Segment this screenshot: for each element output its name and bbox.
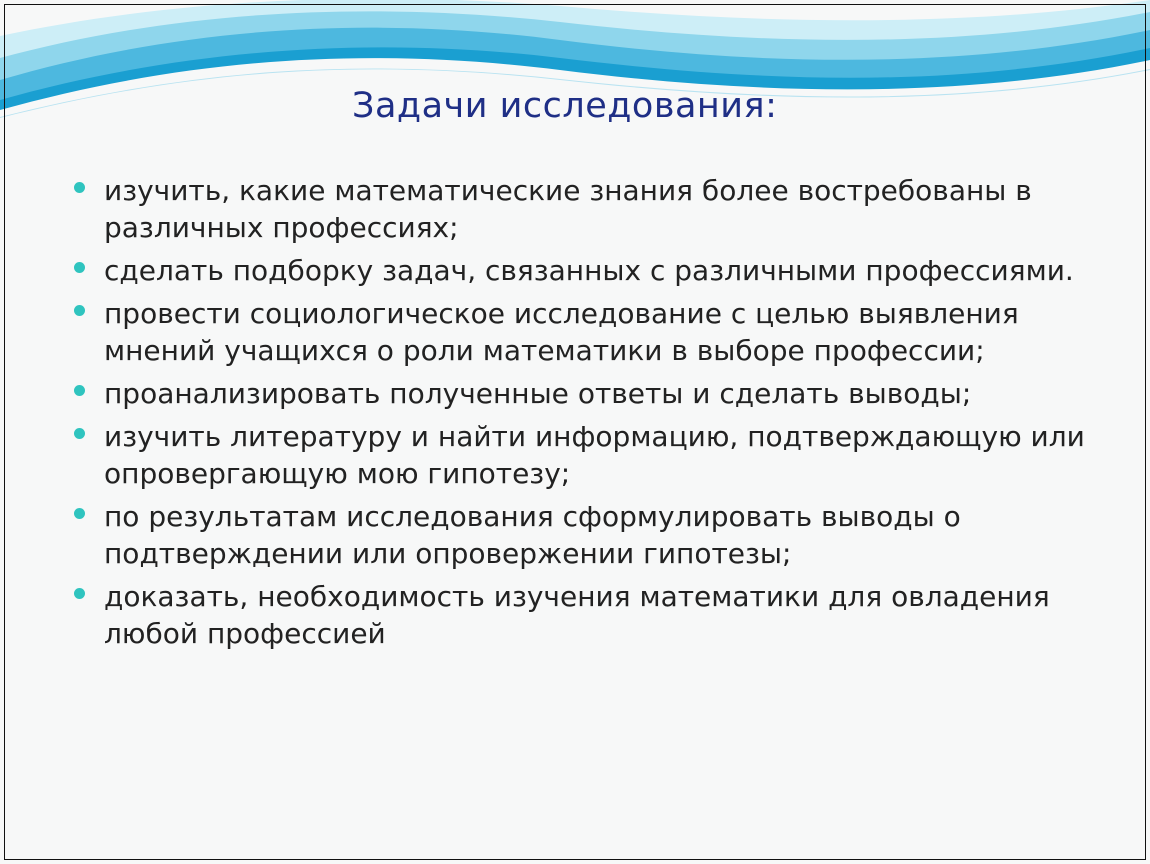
bullet-dot-icon <box>74 305 85 316</box>
list-item <box>70 418 1100 492</box>
bullet-dot-icon <box>74 428 85 439</box>
list-item <box>70 172 1100 246</box>
list-item-text: изучить литературу и найти информацию, подтверждающую или опровергающую мою гипотезу; <box>104 420 1085 490</box>
bullet-dot-icon <box>74 182 85 193</box>
bullet-dot-icon <box>74 588 85 599</box>
wave-decoration <box>0 0 1150 160</box>
list-item <box>70 295 1100 369</box>
list-item-text: изучить, какие математические знания более востребованы в различных профессиях; <box>104 174 1032 244</box>
list-item-text: доказать, необходимость изучения математики для овладения любой профессией <box>104 580 1050 650</box>
list-item <box>70 252 1100 289</box>
list-item-text: проанализировать полученные ответы и сделать выводы; <box>104 377 972 410</box>
list-item <box>70 578 1100 652</box>
list-item <box>70 498 1100 572</box>
list-item-text: сделать подборку задач, связанных с различными профессиями. <box>104 254 1074 287</box>
task-list <box>70 172 1100 658</box>
list-item-text: провести социологическое исследование с целью выявления мнений учащихся о роли математики в выборе профессии; <box>104 297 1019 367</box>
slide-title: Задачи исследования: <box>352 86 778 126</box>
list-item <box>70 375 1100 412</box>
bullet-dot-icon <box>74 508 85 519</box>
bullet-dot-icon <box>74 385 85 396</box>
list-item-text: по результатам исследования сформулировать выводы о подтверждении или опровержении гипотезы; <box>104 500 961 570</box>
bullet-dot-icon <box>74 262 85 273</box>
